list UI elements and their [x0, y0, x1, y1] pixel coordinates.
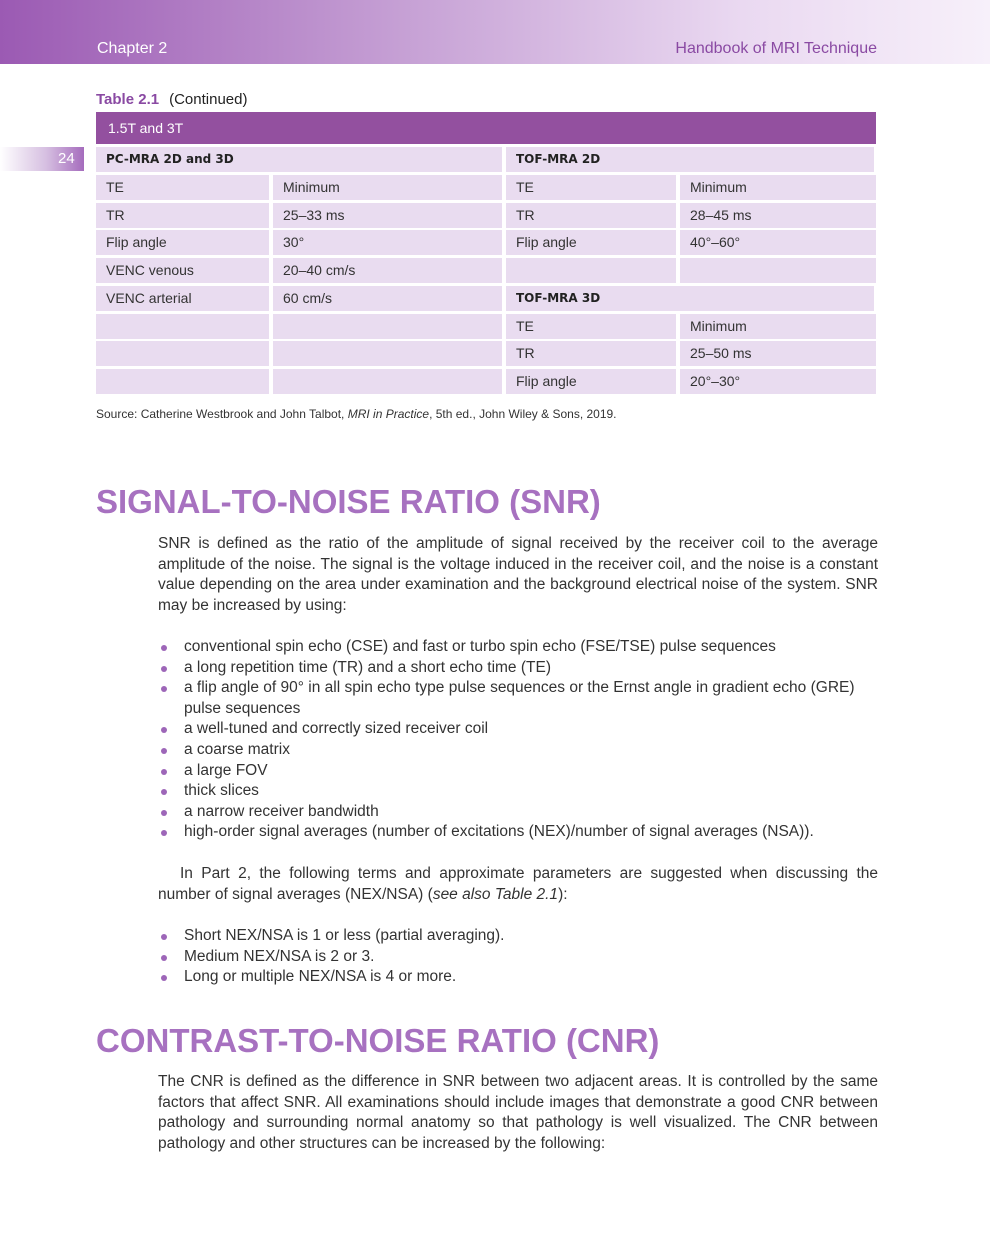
book-title: Handbook of MRI Technique [675, 40, 877, 57]
table-cell: 25–33 ms [273, 203, 502, 228]
list-item [158, 719, 878, 740]
table-cell: TR [96, 203, 269, 228]
table-cell: VENC arterial [96, 286, 269, 311]
chapter-label: Chapter 2 [97, 40, 168, 57]
table-cell-empty [273, 314, 502, 339]
page-number: 24 [58, 150, 75, 167]
list-item-text: a flip angle of 90° in all spin echo type pulse sequences or the Ernst angle in gradient echo (GRE) pulse sequences [184, 679, 855, 717]
bullet-icon [161, 955, 167, 961]
cnr-heading: CONTRAST-TO-NOISE RATIO (CNR) [96, 1022, 660, 1059]
table-header: 1.5T and 3T [96, 112, 876, 144]
list-item [158, 802, 878, 823]
table-source [96, 407, 617, 421]
source-book-title: MRI in Practice [347, 407, 430, 421]
snr-intro: SNR is defined as the ratio of the amplitude of signal received by the receiver coil to the average amplitude of the noise. The signal is the voltage induced in the receiver coil, and the noise is a constant value depending on the area under examination and the background electrical noise of the system. SNR may be increased by using: [158, 535, 878, 614]
table-cell: TE [506, 175, 676, 200]
table-cell: TE [506, 314, 676, 339]
table-cell: Flip angle [506, 369, 676, 394]
table-cell: Minimum [680, 175, 876, 200]
table-cell-empty [96, 369, 269, 394]
list-item [158, 967, 878, 988]
source-prefix: Source: Catherine Westbrook and John Talbot, [96, 407, 348, 421]
list-item-text: Short NEX/NSA is 1 or less (partial averaging). [184, 927, 505, 944]
bullet-icon [161, 934, 167, 940]
snr-bullet-list [158, 637, 878, 843]
list-item [158, 637, 878, 658]
section-title-pc-mra: PC-MRA 2D and 3D [96, 147, 502, 172]
list-item-text: a well-tuned and correctly sized receiver coil [184, 720, 489, 738]
list-item-text: a large FOV [184, 761, 268, 779]
list-item-text: Long or multiple NEX/NSA is 4 or more. [184, 968, 457, 986]
part2-text: In Part 2, the following terms and approximate parameters are suggested when discussing the number of signal averages (NEX/NSA) ( [158, 865, 878, 903]
list-item [158, 658, 878, 679]
snr-heading: SIGNAL-TO-NOISE RATIO (SNR) [96, 483, 601, 520]
list-item-text: conventional spin echo (CSE) and fast or turbo spin echo (FSE/TSE) pulse sequences [184, 638, 776, 655]
table-cell: 30° [273, 230, 502, 255]
table-cell: 20–40 cm/s [273, 258, 502, 283]
list-item [158, 822, 878, 843]
part2-paragraph [158, 864, 878, 905]
section-title-tof-3d: TOF-MRA 3D [506, 286, 874, 311]
table-cell: VENC venous [96, 258, 269, 283]
list-item-text: a coarse matrix [184, 740, 290, 758]
table-cell: 25–50 ms [680, 341, 876, 366]
bullet-icon [161, 830, 167, 836]
list-item [158, 926, 878, 947]
table-cell-empty [680, 258, 876, 283]
table-cell-empty [96, 314, 269, 339]
list-item-text: high-order signal averages (number of excitations (NEX)/number of signal averages (NSA)). [184, 823, 814, 841]
source-suffix: , 5th ed., John Wiley & Sons, 2019. [429, 407, 617, 421]
parameter-table [96, 112, 876, 396]
bullet-icon [161, 810, 167, 816]
bullet-icon [161, 748, 167, 754]
table-cell: TR [506, 203, 676, 228]
table-cell-empty [273, 369, 502, 394]
table-cell: TE [96, 175, 269, 200]
table-number: Table 2.1 [96, 91, 160, 108]
table-cell-empty [96, 341, 269, 366]
list-item [158, 678, 878, 719]
table-caption [96, 91, 247, 108]
table-cell-empty [273, 341, 502, 366]
table-cell: Minimum [273, 175, 502, 200]
table-cell: Minimum [680, 314, 876, 339]
list-item [158, 740, 878, 761]
list-item-text: a long repetition time (TR) and a short echo time (TE) [184, 658, 551, 676]
table-cell: Flip angle [96, 230, 269, 255]
nex-bullet-list [158, 926, 878, 988]
table-cell-empty [506, 258, 676, 283]
list-item-text: Medium NEX/NSA is 2 or 3. [184, 947, 375, 965]
table-cell: Flip angle [506, 230, 676, 255]
part2-reference: see also Table 2.1 [432, 885, 559, 903]
table-cell: 20°–30° [680, 369, 876, 394]
table-cell: 28–45 ms [680, 203, 876, 228]
list-item [158, 761, 878, 782]
bullet-icon [161, 666, 167, 672]
list-item [158, 947, 878, 968]
table-caption-text: (Continued) [169, 91, 248, 108]
table-cell: 60 cm/s [273, 286, 502, 311]
bullet-icon [161, 789, 167, 795]
section-title-tof-2d: TOF-MRA 2D [506, 147, 874, 172]
bullet-icon [161, 975, 167, 981]
bullet-icon [161, 686, 167, 692]
cnr-intro: The CNR is defined as the difference in SNR between two adjacent areas. It is controlled by the same factors that affect SNR. All examinations should include images that demonstrate a good CNR between pathology and surrounding normal anatomy so that pathology is well visualized. The CNR between pathology and other structures can be increased by the following: [158, 1073, 878, 1152]
list-item-text: thick slices [184, 782, 259, 800]
list-item [158, 781, 878, 802]
part2-text-end: ): [558, 885, 568, 903]
table-cell: TR [506, 341, 676, 366]
bullet-icon [161, 727, 167, 733]
bullet-icon [161, 645, 167, 651]
list-item-text: a narrow receiver bandwidth [184, 802, 379, 820]
bullet-icon [161, 769, 167, 775]
table-cell: 40°–60° [680, 230, 876, 255]
